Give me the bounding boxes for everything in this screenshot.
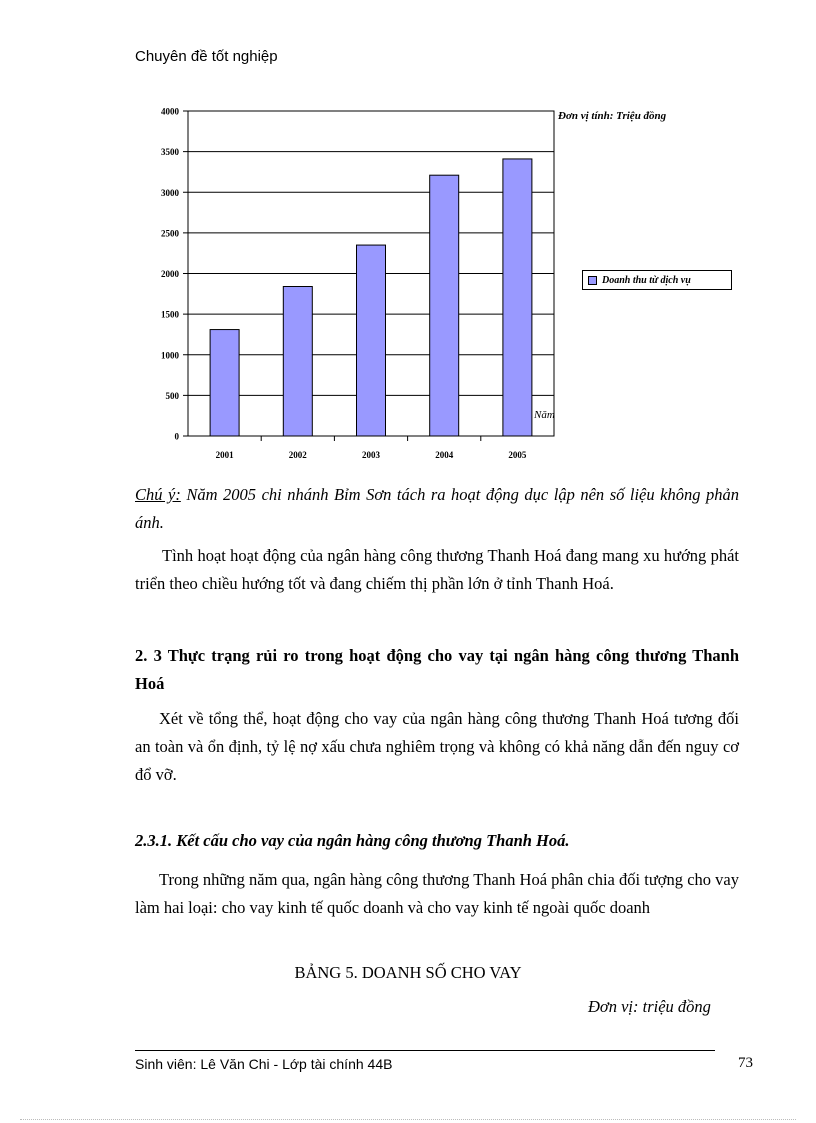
page-number: 73 <box>738 1055 753 1071</box>
bar-2002 <box>283 287 312 437</box>
y-tick-label: 1000 <box>161 350 179 361</box>
bar-2001 <box>210 330 239 436</box>
x-tick-label: 2002 <box>288 450 307 460</box>
x-tick-label: 2005 <box>508 450 527 460</box>
y-tick-label: 3500 <box>161 147 179 158</box>
paragraph-1: Tình hoạt hoạt động của ngân hàng công thương Thanh Hoá đang mang xu hướng phát triển theo chiều hướng tốt và đang chiếm thị phần lớn ở tỉnh Thanh Hoá. <box>135 546 739 593</box>
table-unit: Đơn vị: triệu đồng <box>588 997 711 1016</box>
footer-author: Sinh viên: Lê Văn Chi - Lớp tài chính 44B <box>135 1056 393 1072</box>
page-bottom-border <box>20 1119 796 1120</box>
legend-swatch <box>588 276 597 285</box>
note-label: Chú ý: <box>135 485 181 504</box>
y-tick-label: 500 <box>165 390 179 401</box>
table-title: BẢNG 5. DOANH SỐ CHO VAY <box>294 963 522 982</box>
legend-label: Doanh thu từ dịch vụ <box>602 274 691 286</box>
revenue-bar-chart <box>0 0 816 480</box>
chart-x-axis-label: Năm <box>534 409 555 421</box>
chart-legend <box>582 270 732 290</box>
bar-2004 <box>430 175 459 436</box>
y-tick-label: 0 <box>174 431 179 442</box>
y-tick-label: 2500 <box>161 228 179 239</box>
x-tick-label: 2003 <box>362 450 380 460</box>
chart-unit-label: Đơn vị tính: Triệu đồng <box>558 110 667 122</box>
footer-divider <box>135 1050 715 1051</box>
x-tick-label: 2001 <box>215 450 234 460</box>
x-tick-label: 2004 <box>435 450 454 460</box>
y-tick-label: 3000 <box>161 187 179 198</box>
y-tick-label: 4000 <box>161 106 179 117</box>
document-header: Chuyên đề tốt nghiệp <box>135 48 278 65</box>
paragraph-3: Trong những năm qua, ngân hàng công thương Thanh Hoá phân chia đối tượng cho vay làm hai loại: cho vay kinh tế quốc doanh và cho vay kinh tế ngoài quốc doanh <box>135 870 739 917</box>
chart-note <box>135 481 739 537</box>
section-heading-2-3: 2. 3 Thực trạng rủi ro trong hoạt động cho vay tại ngân hàng công thương Thanh Hoá <box>135 646 739 693</box>
bar-2003 <box>357 245 386 436</box>
bar-2005 <box>503 159 532 436</box>
y-tick-label: 1500 <box>161 309 179 320</box>
section-heading-2-3-1: 2.3.1. Kết cấu cho vay của ngân hàng công thương Thanh Hoá. <box>135 831 570 850</box>
paragraph-2: Xét về tổng thể, hoạt động cho vay của ngân hàng công thương Thanh Hoá tương đối an toàn và ổn định, tỷ lệ nợ xấu chưa nghiêm trọng và không có khả năng dẫn đến nguy cơ đổ vỡ. <box>135 709 739 784</box>
y-tick-label: 2000 <box>161 269 179 279</box>
note-text: Năm 2005 chi nhánh Bỉm Sơn tách ra hoạt động dục lập nên số liệu không phản ánh. <box>135 485 739 532</box>
